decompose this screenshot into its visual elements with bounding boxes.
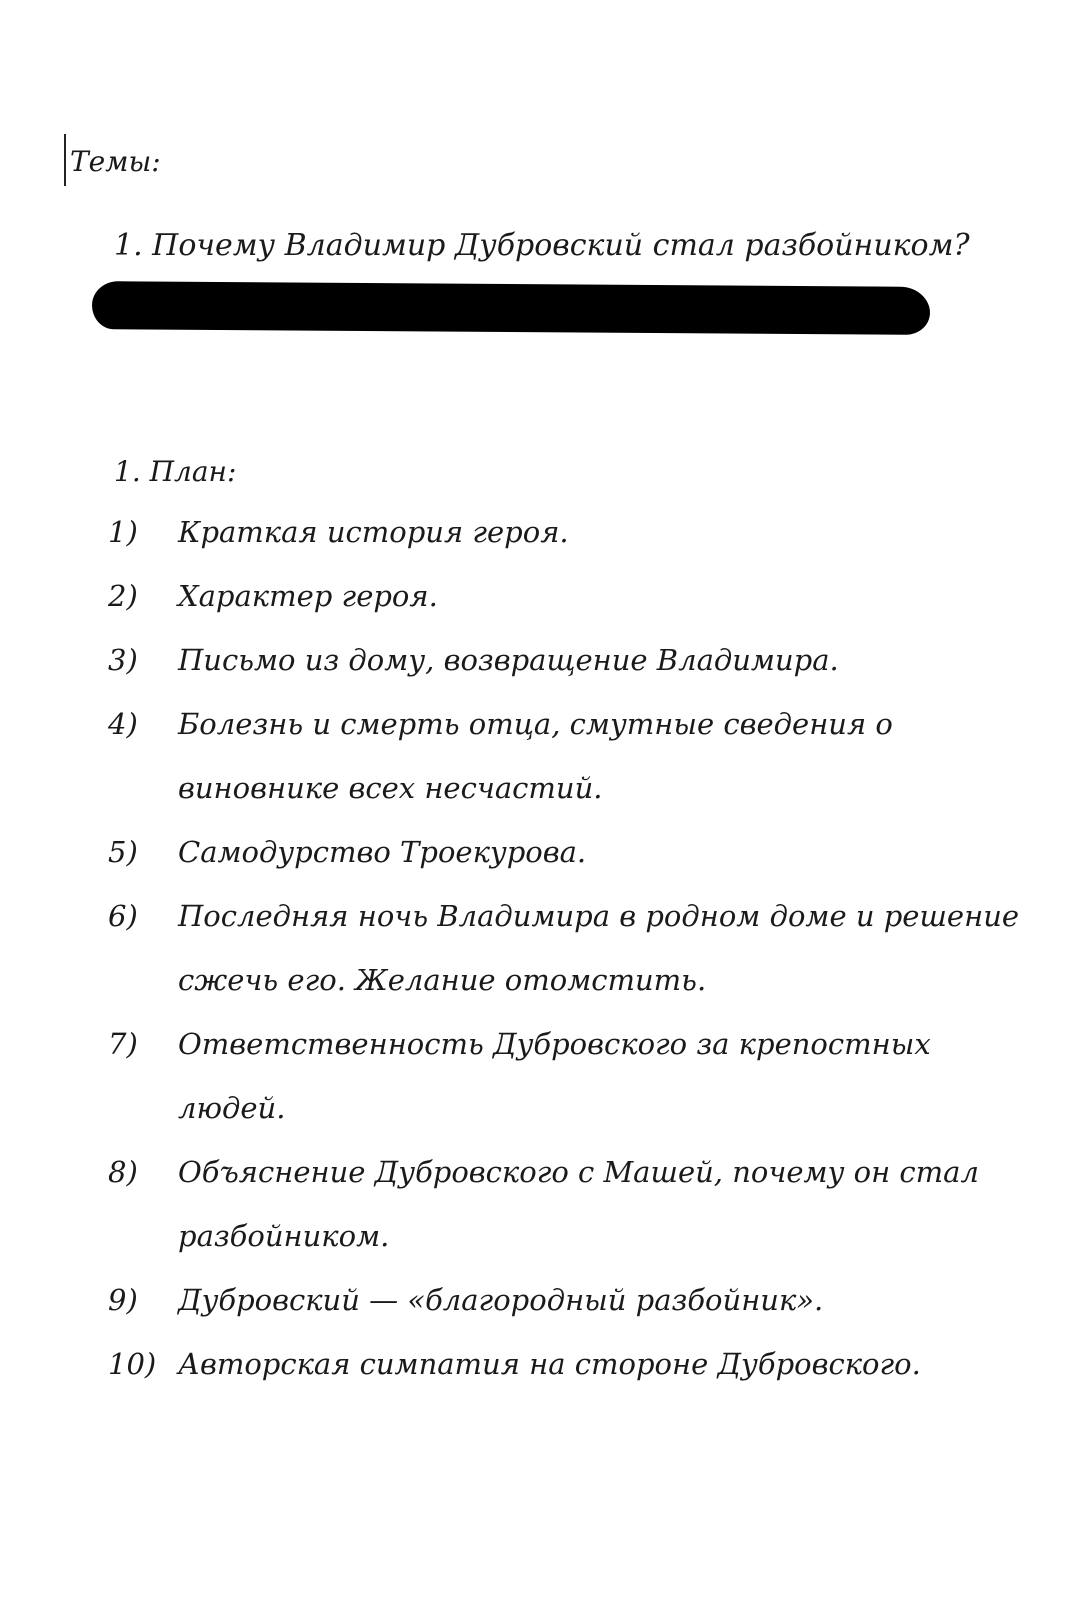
plan-item-1 <box>108 500 1038 564</box>
plan-item-number: 7) <box>108 1027 138 1061</box>
plan-heading: 1. План: <box>114 455 237 488</box>
plan-item-text: Ответственность Дубровского за крепостных людей. <box>178 1027 931 1125</box>
plan-item-number: 4) <box>108 707 138 741</box>
plan-item-10 <box>108 1332 1038 1396</box>
plan-item-3 <box>108 628 1038 692</box>
plan-item-number: 8) <box>108 1155 138 1189</box>
plan-item-text: Письмо из дому, возвращение Владимира. <box>178 643 839 677</box>
plan-item-text: Краткая история героя. <box>178 515 569 549</box>
plan-item-number: 3) <box>108 643 138 677</box>
plan-item-text: Последняя ночь Владимира в родном доме и решение сжечь его. Желание отомстить. <box>178 899 1020 997</box>
plan-item-text: Болезнь и смерть отца, смутные сведения о виновнике всех несчастий. <box>178 707 893 805</box>
plan-item-number: 9) <box>108 1283 138 1317</box>
topic-item-1: 1. Почему Владимир Дубровский стал разбойником? <box>114 228 970 263</box>
plan-item-4 <box>108 692 1038 820</box>
plan-item-text: Самодурство Троекурова. <box>178 835 587 869</box>
plan-item-text: Авторская симпатия на стороне Дубровского. <box>178 1347 921 1381</box>
plan-list <box>108 500 1038 1396</box>
plan-item-5 <box>108 820 1038 884</box>
plan-item-number: 10) <box>108 1347 157 1381</box>
plan-item-text: Объяснение Дубровского с Машей, почему он стал разбойником. <box>178 1155 979 1253</box>
topics-heading: Темы: <box>70 145 161 178</box>
text-cursor <box>64 134 66 186</box>
redaction-mark <box>92 281 930 335</box>
plan-item-8 <box>108 1140 1038 1268</box>
plan-item-number: 6) <box>108 899 138 933</box>
plan-item-7 <box>108 1012 1038 1140</box>
plan-item-number: 2) <box>108 579 138 613</box>
plan-item-number: 1) <box>108 515 138 549</box>
plan-item-text: Дубровский — «благородный разбойник». <box>178 1283 824 1317</box>
plan-item-6 <box>108 884 1038 1012</box>
plan-item-number: 5) <box>108 835 138 869</box>
plan-item-2 <box>108 564 1038 628</box>
plan-item-text: Характер героя. <box>178 579 438 613</box>
plan-item-9 <box>108 1268 1038 1332</box>
